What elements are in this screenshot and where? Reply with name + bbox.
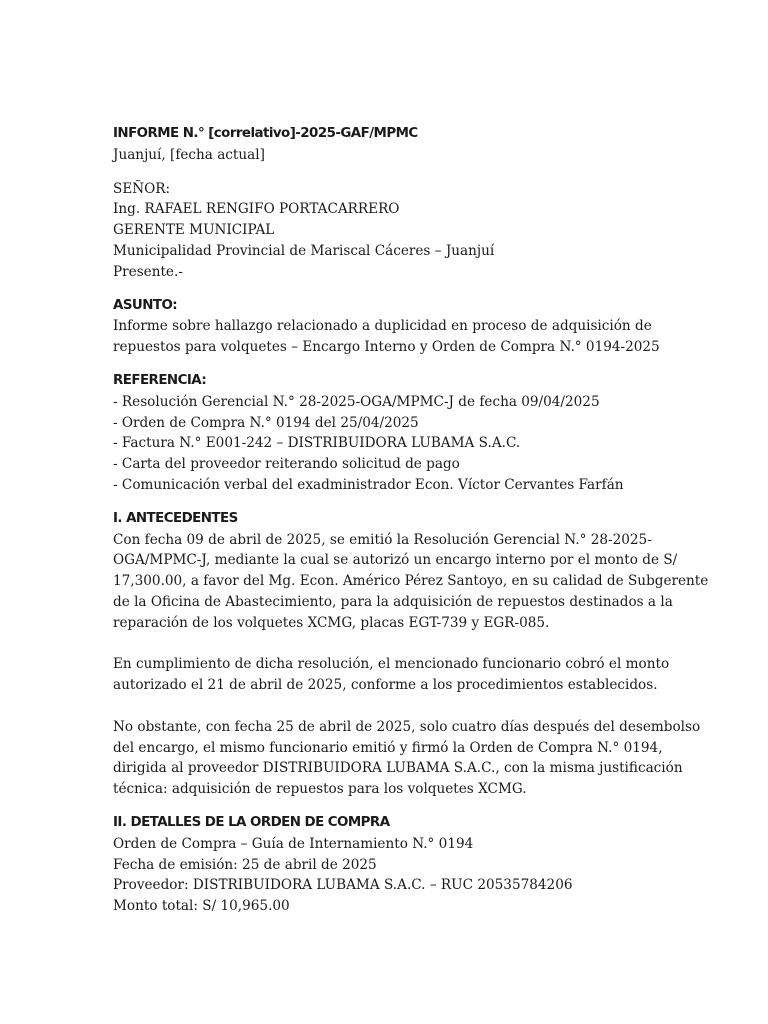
detalle-line: Fecha de emisión: 25 de abril de 2025	[113, 856, 377, 873]
recipient-line: SEÑOR:	[113, 180, 171, 197]
paragraph-line: No obstante, con fecha 25 de abril de 2025, solo cuatro días después del desembolso	[113, 718, 701, 735]
antecedentes-heading: I. ANTECEDENTES	[113, 510, 238, 526]
asunto-line: Informe sobre hallazgo relacionado a duplicidad en proceso de adquisición de	[113, 318, 652, 335]
paragraph-line: técnica: adquisición de repuestos para los volquetes XCMG.	[113, 781, 527, 798]
antecedentes-section	[113, 509, 709, 800]
recipient-block	[113, 179, 673, 283]
antecedentes-paragraph	[113, 717, 701, 800]
paragraph-line: dirigida al proveedor DISTRIBUIDORA LUBAMA S.A.C., con la misma justificación	[113, 760, 683, 777]
recipient-line: Presente.-	[113, 263, 183, 280]
detalle-line: Monto total: S/ 10,965.00	[113, 898, 290, 915]
paragraph-line: reparación de los volquetes XCMG, placas EGT-739 y EGR-085.	[113, 614, 550, 631]
antecedentes-paragraph	[113, 530, 709, 634]
paragraph-line: 17,300.00, a favor del Mg. Econ. Américo Pérez Santoyo, en su calidad de Subgerente	[113, 573, 709, 590]
asunto-line: repuestos para volquetes – Encargo Interno y Orden de Compra N.° 0194-2025	[113, 339, 660, 356]
paragraph-line: Con fecha 09 de abril de 2025, se emitió la Resolución Gerencial N.° 28-2025-	[113, 531, 652, 548]
document-body	[113, 124, 709, 917]
recipient-line: Municipalidad Provincial de Mariscal Cáceres – Juanjuí	[113, 242, 495, 259]
recipient-line: Ing. RAFAEL RENGIFO PORTACARRERO	[113, 201, 400, 218]
paragraph-line: autorizado el 21 de abril de 2025, conforme a los procedimientos establecidos.	[113, 677, 658, 694]
asunto-section	[113, 296, 673, 358]
paragraph-line: de la Oficina de Abastecimiento, para la adquisición de repuestos destinados a la	[113, 593, 673, 610]
referencia-item: - Carta del proveedor reiterando solicitud de pago	[113, 456, 460, 473]
paragraph-line: OGA/MPMC-J, mediante la cual se autorizó un encargo interno por el monto de S/	[113, 552, 678, 569]
recipient-line: GERENTE MUNICIPAL	[113, 222, 275, 239]
asunto-heading: ASUNTO:	[113, 297, 178, 313]
antecedentes-paragraph	[113, 654, 673, 696]
place-date: Juanjuí, [fecha actual]	[113, 146, 265, 163]
detalle-line: Proveedor: DISTRIBUIDORA LUBAMA S.A.C. – RUC 20535784206	[113, 877, 573, 894]
referencia-item: - Comunicación verbal del exadministrador Econ. Víctor Cervantes Farfán	[113, 476, 624, 493]
report-header	[113, 124, 673, 166]
referencia-item: - Resolución Gerencial N.° 28-2025-OGA/MPMC-J de fecha 09/04/2025	[113, 393, 600, 410]
paragraph-line: del encargo, el mismo funcionario emitió y firmó la Orden de Compra N.° 0194,	[113, 739, 663, 756]
detalles-heading: II. DETALLES DE LA ORDEN DE COMPRA	[113, 814, 390, 830]
referencia-section	[113, 371, 673, 496]
referencia-item: - Factura N.° E001-242 – DISTRIBUIDORA LUBAMA S.A.C.	[113, 435, 521, 452]
referencia-item: - Orden de Compra N.° 0194 del 25/04/2025	[113, 414, 419, 431]
referencia-heading: REFERENCIA:	[113, 372, 207, 388]
report-title: INFORME N.° [correlativo]-2025-GAF/MPMC	[113, 126, 418, 141]
detalle-line: Orden de Compra – Guía de Internamiento N.° 0194	[113, 835, 474, 852]
paragraph-line: En cumplimiento de dicha resolución, el mencionado funcionario cobró el monto	[113, 656, 670, 673]
detalles-section	[113, 813, 673, 917]
